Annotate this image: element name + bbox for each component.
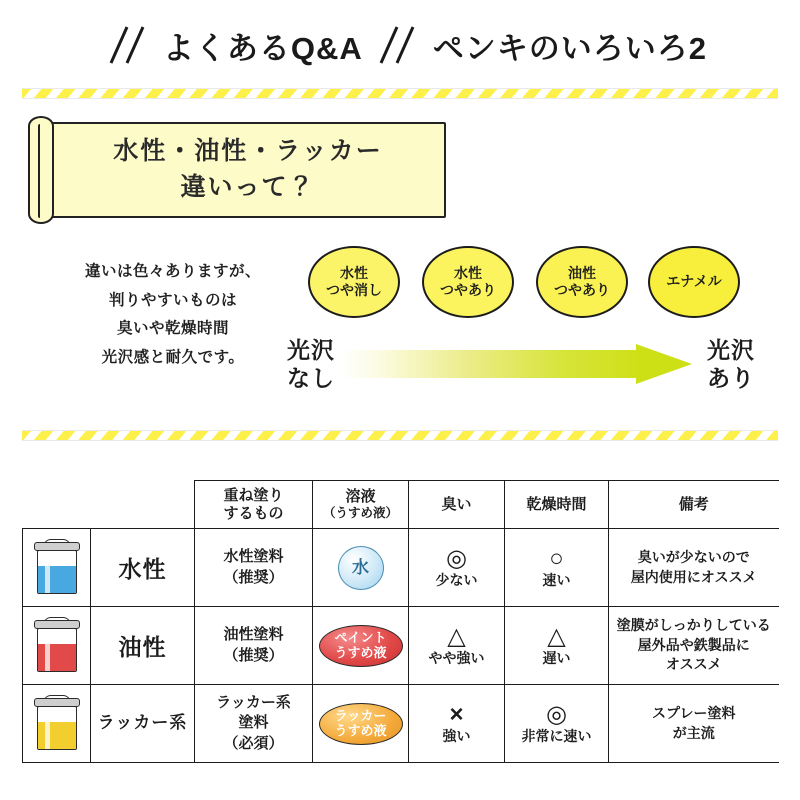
scroll-banner xyxy=(28,122,448,218)
gloss-bubble-2 xyxy=(422,246,514,318)
row-2-layer-sub: （推奨） xyxy=(223,646,284,664)
row-3-smell-symbol: × xyxy=(449,700,464,728)
row-2-smell-text: やや強い xyxy=(428,650,485,666)
header-solvent-sub: （うすめ液） xyxy=(322,506,398,520)
row-1-layer-sub: （推奨） xyxy=(223,568,284,586)
row-3-smell xyxy=(409,685,505,763)
row-2-note-line-2: 屋外品や鉄製品に xyxy=(637,636,750,653)
comparison-table xyxy=(22,480,778,763)
gloss-bubble-1-line-2: つや消し xyxy=(326,282,382,298)
header-icon-blank xyxy=(23,481,91,529)
row-3-dry-text: 非常に速い xyxy=(521,728,592,744)
row-2-solvent-line-2: うすめ液 xyxy=(334,644,387,660)
row-2-solvent xyxy=(313,607,409,685)
row-3-layer-mid: 塗料 xyxy=(238,714,269,732)
row-2-note-line-1: 塗膜がしっかりしている xyxy=(616,617,771,634)
header-solvent-main: 溶液 xyxy=(345,488,376,505)
gloss-arrow-head-icon xyxy=(636,344,692,384)
row-1-can-icon xyxy=(23,529,91,607)
table-row xyxy=(23,607,779,685)
gloss-bubble-3 xyxy=(536,246,628,318)
gloss-gradient-arrow xyxy=(340,344,690,384)
header-solvent xyxy=(313,481,409,529)
header-name-blank xyxy=(91,481,195,529)
row-3-solvent-line-2: うすめ液 xyxy=(334,722,387,738)
description-line-1: 違いは色々ありますが、 xyxy=(84,263,261,280)
row-1-dry-symbol: ○ xyxy=(549,544,564,572)
gloss-bubble-2-line-2: つやあり xyxy=(440,282,496,298)
header-layer-sub: するもの xyxy=(223,504,284,522)
row-1-note-line-1: 臭いが少ないので xyxy=(637,548,750,565)
row-3-note xyxy=(609,685,779,763)
row-2-smell xyxy=(409,607,505,685)
row-2-note-line-3: オススメ xyxy=(665,656,722,673)
gloss-yes-line-1: 光沢 xyxy=(707,337,755,363)
gloss-bubble-1-line-1: 水性 xyxy=(340,264,368,281)
row-2-dry-text: 遅い xyxy=(542,650,571,666)
row-2-can-icon xyxy=(23,607,91,685)
row-1-solvent-blob xyxy=(338,546,384,590)
row-2-dry-symbol: △ xyxy=(547,622,566,650)
row-3-dry-symbol: ◎ xyxy=(546,700,567,728)
row-1-smell-text: 少ない xyxy=(435,572,478,588)
row-2-note xyxy=(609,607,779,685)
row-3-note-line-1: スプレー塗料 xyxy=(652,704,736,721)
row-3-layer xyxy=(195,685,313,763)
header-title-right: ペンキのいろいろ2 xyxy=(432,30,708,66)
header-layer-main: 重ね塗り xyxy=(223,486,284,504)
row-3-smell-text: 強い xyxy=(442,728,471,744)
scroll-roll-icon xyxy=(28,116,54,224)
row-3-solvent-blob xyxy=(319,703,403,745)
header-layer xyxy=(195,481,313,529)
description-line-2: 判りやすいものは xyxy=(108,291,237,309)
divider-stripe-top xyxy=(22,88,778,99)
gloss-bubble-3-line-2: つやあり xyxy=(554,282,610,298)
gloss-bubble-1 xyxy=(308,246,400,318)
slash-decoration-left-icon xyxy=(93,23,163,67)
row-1-note-line-2: 屋内使用にオススメ xyxy=(630,568,757,585)
gloss-bubble-4-line-1: エナメル xyxy=(666,273,722,290)
header-title-left: よくあるQ&A xyxy=(162,30,363,66)
gloss-bubble-3-line-1: 油性 xyxy=(568,264,596,281)
table-row xyxy=(23,685,779,763)
row-1-note xyxy=(609,529,779,607)
description-block xyxy=(48,258,298,373)
row-1-name: 水性 xyxy=(91,529,195,607)
row-1-layer-main: 水性塗料 xyxy=(223,548,284,566)
gloss-bubble-4 xyxy=(648,246,740,318)
gloss-label-yes xyxy=(700,336,762,392)
row-3-solvent-line-1: ラッカー xyxy=(334,707,387,723)
row-3-dry xyxy=(505,685,609,763)
description-line-3: 臭いや乾燥時間 xyxy=(116,320,229,338)
header-dry: 乾燥時間 xyxy=(505,481,609,529)
row-3-can-icon xyxy=(23,685,91,763)
gloss-bubble-2-line-1: 水性 xyxy=(454,264,482,281)
row-2-layer xyxy=(195,607,313,685)
row-2-dry xyxy=(505,607,609,685)
row-3-solvent xyxy=(313,685,409,763)
row-3-note-line-2: が主流 xyxy=(672,724,715,741)
row-2-solvent-blob xyxy=(319,625,403,667)
gloss-label-none xyxy=(282,336,340,392)
gloss-none-line-1: 光沢 xyxy=(287,337,335,363)
row-1-smell xyxy=(409,529,505,607)
description-line-4: 光沢感と耐久です。 xyxy=(101,349,245,367)
row-3-name: ラッカー系 xyxy=(91,685,195,763)
row-2-smell-symbol: △ xyxy=(447,622,466,650)
row-2-solvent-line-1: ペイント xyxy=(334,629,387,645)
row-1-layer xyxy=(195,529,313,607)
divider-stripe-bottom xyxy=(22,430,778,441)
gloss-gradient-bar xyxy=(340,350,640,378)
row-3-layer-main: ラッカー系 xyxy=(216,694,291,712)
row-1-dry-text: 速い xyxy=(542,572,571,588)
gloss-none-line-2: なし xyxy=(287,365,335,392)
header-note: 備考 xyxy=(609,481,779,529)
row-1-dry xyxy=(505,529,609,607)
table-header-row xyxy=(23,481,779,529)
row-1-smell-symbol: ◎ xyxy=(446,544,467,572)
row-3-layer-sub: （必須） xyxy=(223,734,284,752)
header-smell: 臭い xyxy=(409,481,505,529)
scroll-line-1: 水性・油性・ラッカー xyxy=(113,137,383,165)
header xyxy=(0,14,800,76)
scroll-line-2: 違いって？ xyxy=(180,172,316,201)
table-row xyxy=(23,529,779,607)
row-2-name: 油性 xyxy=(91,607,195,685)
scroll-banner-text xyxy=(58,134,438,205)
slash-decoration-middle-icon xyxy=(363,23,433,67)
row-1-solvent xyxy=(313,529,409,607)
row-2-layer-main: 油性塗料 xyxy=(223,626,284,644)
row-1-solvent-label: 水 xyxy=(352,557,369,577)
gloss-yes-line-2: あり xyxy=(707,365,755,392)
